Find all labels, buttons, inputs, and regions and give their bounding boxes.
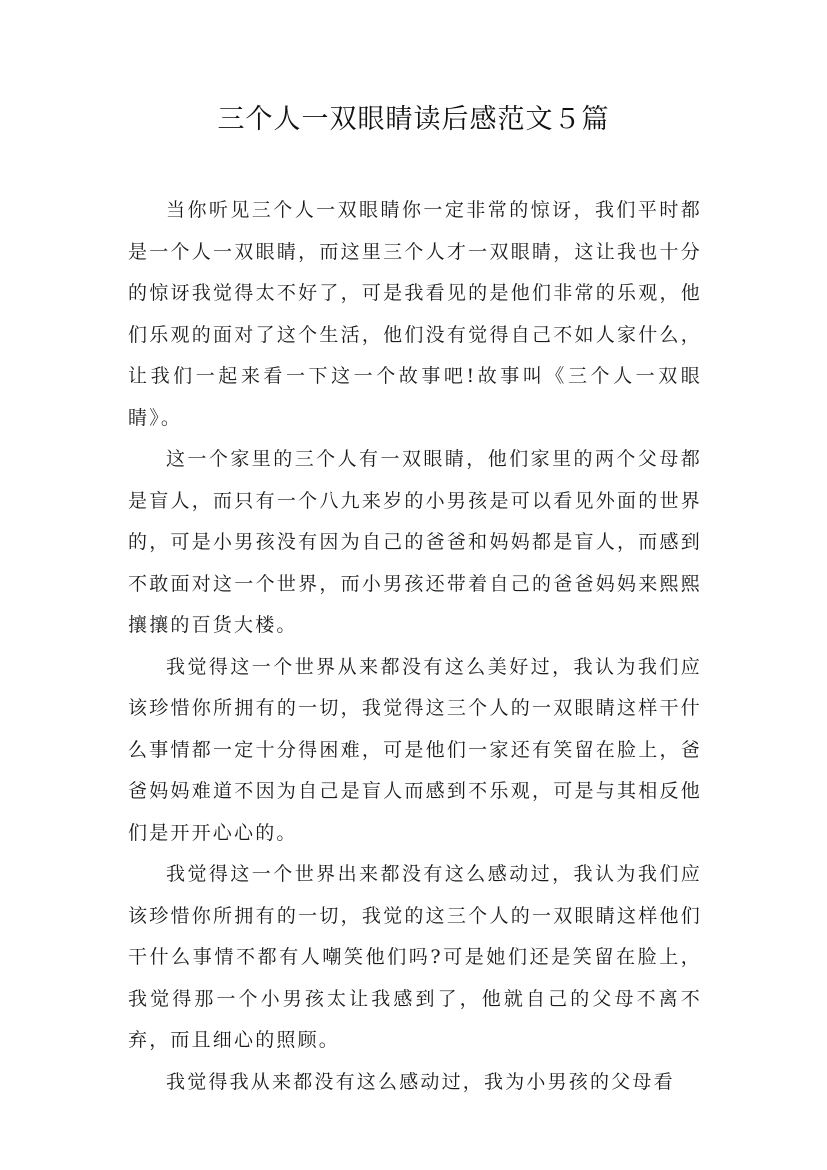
document-body <box>128 190 702 1103</box>
paragraph: 我觉得这一个世界出来都没有这么感动过，我认为我们应该珍惜你所拥有的一切，我觉的这三个人的一双眼睛这样他们干什么事情不都有人嘲笑他们吗?可是她们还是笑留在脸上，我觉得那一个小男孩太让我感到了，他就自己的父母不离不弃，而且细心的照顾。 <box>128 863 702 1051</box>
paragraph: 这一个家里的三个人有一双眼睛，他们家里的两个父母都是盲人，而只有一个八九来岁的小男孩是可以看见外面的世界的，可是小男孩没有因为自己的爸爸和妈妈都是盲人，而感到不敢面对这一个世界，而小男孩还带着自己的爸爸妈妈来熙熙攘攘的百货大楼。 <box>128 448 702 636</box>
paragraph: 当你听见三个人一双眼睛你一定非常的惊讶，我们平时都是一个人一双眼睛，而这里三个人才一双眼睛，这让我也十分的惊讶我觉得太不好了，可是我看见的是他们非常的乐观，他们乐观的面对了这个生活，他们没有觉得自己不如人家什么，让我们一起来看一下这一个故事吧!故事叫《三个人一双眼睛》。 <box>128 199 702 429</box>
paragraph: 我觉得我从来都没有这么感动过，我为小男孩的父母看 <box>166 1070 675 1093</box>
document-title: 三个人一双眼睛读后感范文５篇 <box>217 104 610 135</box>
paragraph: 我觉得这一个世界从来都没有这么美好过，我认为我们应该珍惜你所拥有的一切，我觉得这三个人的一双眼睛这样干什么事情都一定十分得困难，可是他们一家还有笑留在脸上，爸爸妈妈难道不因为自己是盲人而感到不乐观，可是与其相反他们是开开心心的。 <box>128 655 702 844</box>
